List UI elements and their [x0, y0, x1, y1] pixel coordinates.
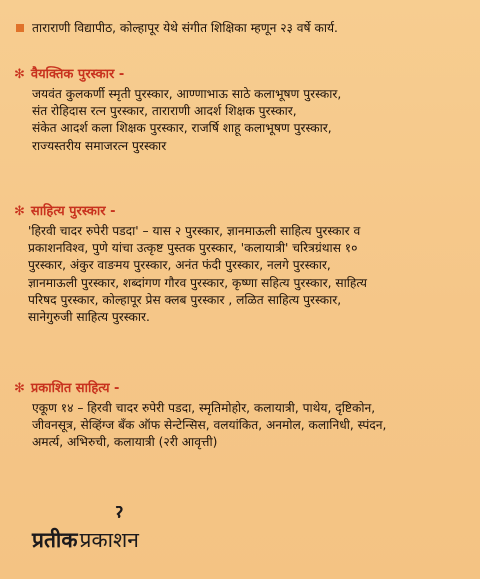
text-line: सानेगुरुजी साहित्य पुरस्कार.: [28, 310, 150, 325]
personal-awards-section: [14, 66, 472, 155]
publisher-logo-mark-icon: [114, 506, 124, 518]
text-line: जयवंत कुलकर्णी स्मृती पुरस्कार, आण्णाभाऊ साठे कलाभूषण पुरस्कार,: [32, 87, 342, 101]
square-bullet-icon: [16, 24, 24, 32]
text-line: संकेत आदर्श कला शिक्षक पुरस्कार, राजर्षि शाहू कलाभूषण पुरस्कार,: [32, 121, 332, 136]
text-line: पुरस्कार, अंकुर वाङमय पुरस्कार, अनंत फंदी पुरस्कार, नलगे पुरस्कार,: [28, 258, 331, 273]
section-body: [32, 86, 472, 155]
text-line: प्रकाशनविश्व, पुणे यांचा उत्कृष्ट पुस्तक पुरस्कार, 'कलायात्री' चरित्रग्रंथास १०: [28, 241, 358, 256]
publisher-name-regular: प्रकाशन: [79, 528, 139, 552]
section-heading-text: वैयक्तिक पुरस्कार -: [30, 67, 125, 82]
publisher-name-bold: प्रतीक: [32, 528, 78, 552]
section-heading-text: साहित्य पुरस्कार -: [30, 204, 116, 219]
text-line: राज्यस्तरीय समाजरत्न पुरस्कार: [32, 138, 167, 153]
section-heading: [14, 380, 472, 398]
text-line: जीवनसूत्र, सेव्हिंग्ज बँक ऑफ सेन्टेन्सिस, वलयांकित, अनमोल, कलानिधी, स्पंदन,: [32, 418, 387, 433]
section-heading-text: प्रकाशित साहित्य -: [30, 381, 120, 396]
section-heading: [14, 203, 472, 221]
text-line: ज्ञानमाऊली पुरस्कार, शब्दांगण गौरव पुरस्कार, कृष्णा सहित्य पुरस्कार, साहित्य: [28, 275, 367, 290]
publisher-logo: [32, 526, 139, 556]
text-line: परिषद पुरस्कार, कोल्हापूर प्रेस क्लब पुरस्कार , लळित साहित्य पुरस्कार,: [28, 292, 342, 307]
intro-text: ताराराणी विद्यापीठ, कोल्हापूर येथे संगीत शिक्षिका म्हणून २३ वर्षे कार्य.: [32, 21, 338, 35]
asterisk-bullet-icon: ✻: [14, 204, 25, 219]
text-line: संत रोहिदास रत्न पुरस्कार, ताराराणी आदर्श शिक्षक पुरस्कार,: [32, 104, 297, 119]
literary-awards-section: [14, 203, 472, 326]
asterisk-bullet-icon: ✻: [14, 381, 25, 396]
published-works-section: [14, 380, 472, 452]
section-body: [32, 400, 472, 452]
section-body: [28, 223, 472, 326]
text-line: 'हिरवी चादर रुपेरी पडदा' – यास २ पुरस्कार, ज्ञानमाऊली साहित्य पुरस्कार व: [28, 224, 361, 238]
text-line: अमर्त्य, अभिरुची, कलायात्री (२री आवृत्ती): [32, 435, 218, 450]
intro-line: [16, 20, 471, 36]
asterisk-bullet-icon: ✻: [14, 67, 25, 82]
section-heading: [14, 66, 472, 84]
text-line: एकूण १४ – हिरवी चादर रुपेरी पडदा, स्मृतिमोहोर, कलायात्री, पाथेय, दृष्टिकोन,: [32, 401, 376, 415]
